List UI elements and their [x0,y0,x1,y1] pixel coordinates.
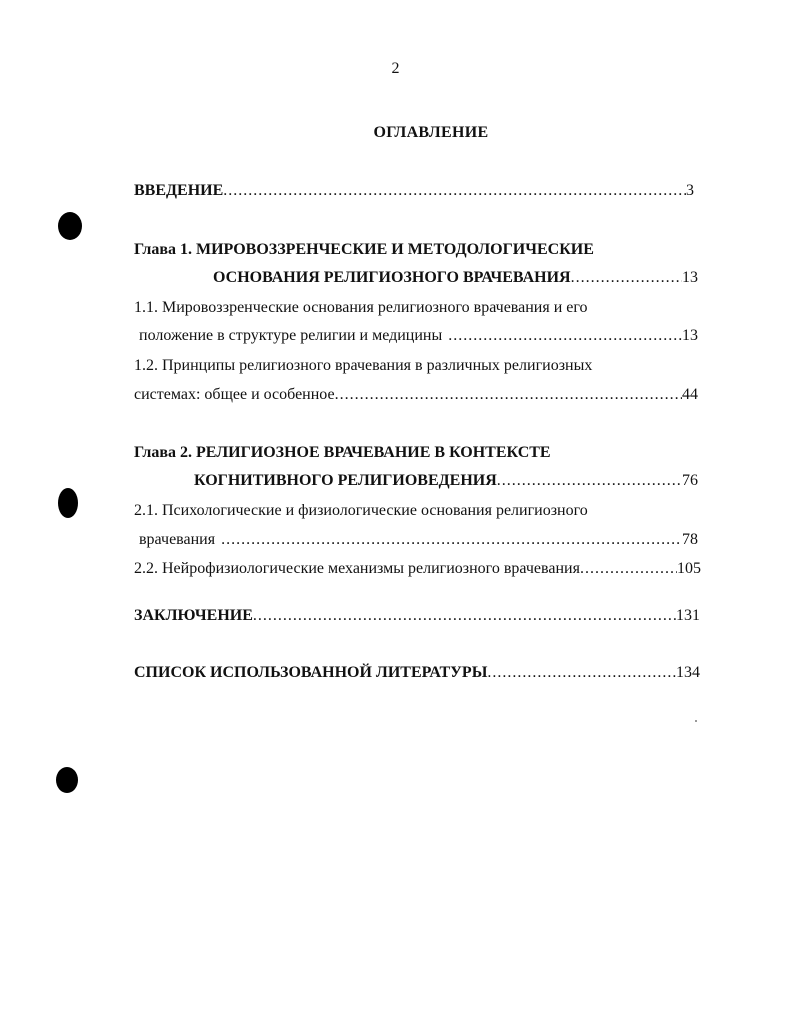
leader-dots [448,326,682,346]
toc-chapter-1-title-line1[interactable]: Глава 1. МИРОВОЗЗРЕНЧЕСКИЕ И МЕТОДОЛОГИЧЕСКИЕ [134,241,594,258]
toc-chapter-2-title-line1[interactable]: Глава 2. РЕЛИГИОЗНОЕ ВРАЧЕВАНИЕ В КОНТЕКСТЕ [134,444,551,461]
leader-dots [253,606,676,626]
toc-entry-label: системах: общее и особенное [134,386,335,403]
toc-section-2-2[interactable] [134,559,701,579]
toc-page-number: 78 [682,531,698,548]
toc-page-number: 76 [682,472,698,489]
toc-section-1-2[interactable] [134,385,698,405]
toc-page-number: 13 [682,269,698,286]
binder-hole-bottom [56,767,78,793]
toc-entry-label: ЗАКЛЮЧЕНИЕ [134,607,253,624]
leader-dots [223,181,686,201]
toc-page-number: 131 [676,607,700,624]
leader-dots [487,663,676,683]
toc-entry-introduction[interactable] [134,181,694,201]
leader-dots [335,385,682,405]
toc-entry-label: врачевания [139,531,216,548]
toc-page-number: 13 [682,327,698,344]
toc-entry-bibliography[interactable] [134,663,700,683]
toc-section-1-1-line1[interactable]: 1.1. Мировоззренческие основания религиозного врачевания и его [134,299,588,316]
toc-section-2-1[interactable] [139,530,698,550]
toc-section-1-1[interactable] [139,326,698,346]
toc-section-1-2-line1[interactable]: 1.2. Принципы религиозного врачевания в различных религиозных [134,357,593,374]
toc-page-number: 134 [676,664,700,681]
toc-page-number: 44 [682,386,698,403]
toc-entry-label: ВВЕДЕНИЕ [134,182,224,199]
leader-dots [221,530,682,550]
toc-entry-label: ОСНОВАНИЯ РЕЛИГИОЗНОГО ВРАЧЕВАНИЯ [213,269,571,286]
binder-hole-middle [58,488,78,518]
toc-title: ОГЛАВЛЕНИЕ [373,124,489,141]
toc-entry-label: положение в структуре религии и медицины [139,327,443,344]
toc-entry-conclusion[interactable] [134,606,700,626]
page-number: 2 [391,60,400,77]
toc-section-2-1-line1[interactable]: 2.1. Психологические и физиологические основания религиозного [134,502,588,519]
toc-page-number: 3 [686,182,694,199]
toc-chapter-1[interactable] [213,268,698,288]
toc-chapter-2[interactable] [194,471,698,491]
leader-dots [580,559,677,579]
toc-entry-label: КОГНИТИВНОГО РЕЛИГИОВЕДЕНИЯ [194,472,497,489]
scan-speck [695,720,697,722]
binder-hole-top [58,212,82,240]
toc-entry-label: СПИСОК ИСПОЛЬЗОВАННОЙ ЛИТЕРАТУРЫ [134,664,488,681]
toc-page-number: 105 [677,560,701,577]
leader-dots [571,268,682,288]
toc-entry-label: 2.2. Нейрофизиологические механизмы религиозного врачевания [134,560,580,577]
leader-dots [497,471,682,491]
